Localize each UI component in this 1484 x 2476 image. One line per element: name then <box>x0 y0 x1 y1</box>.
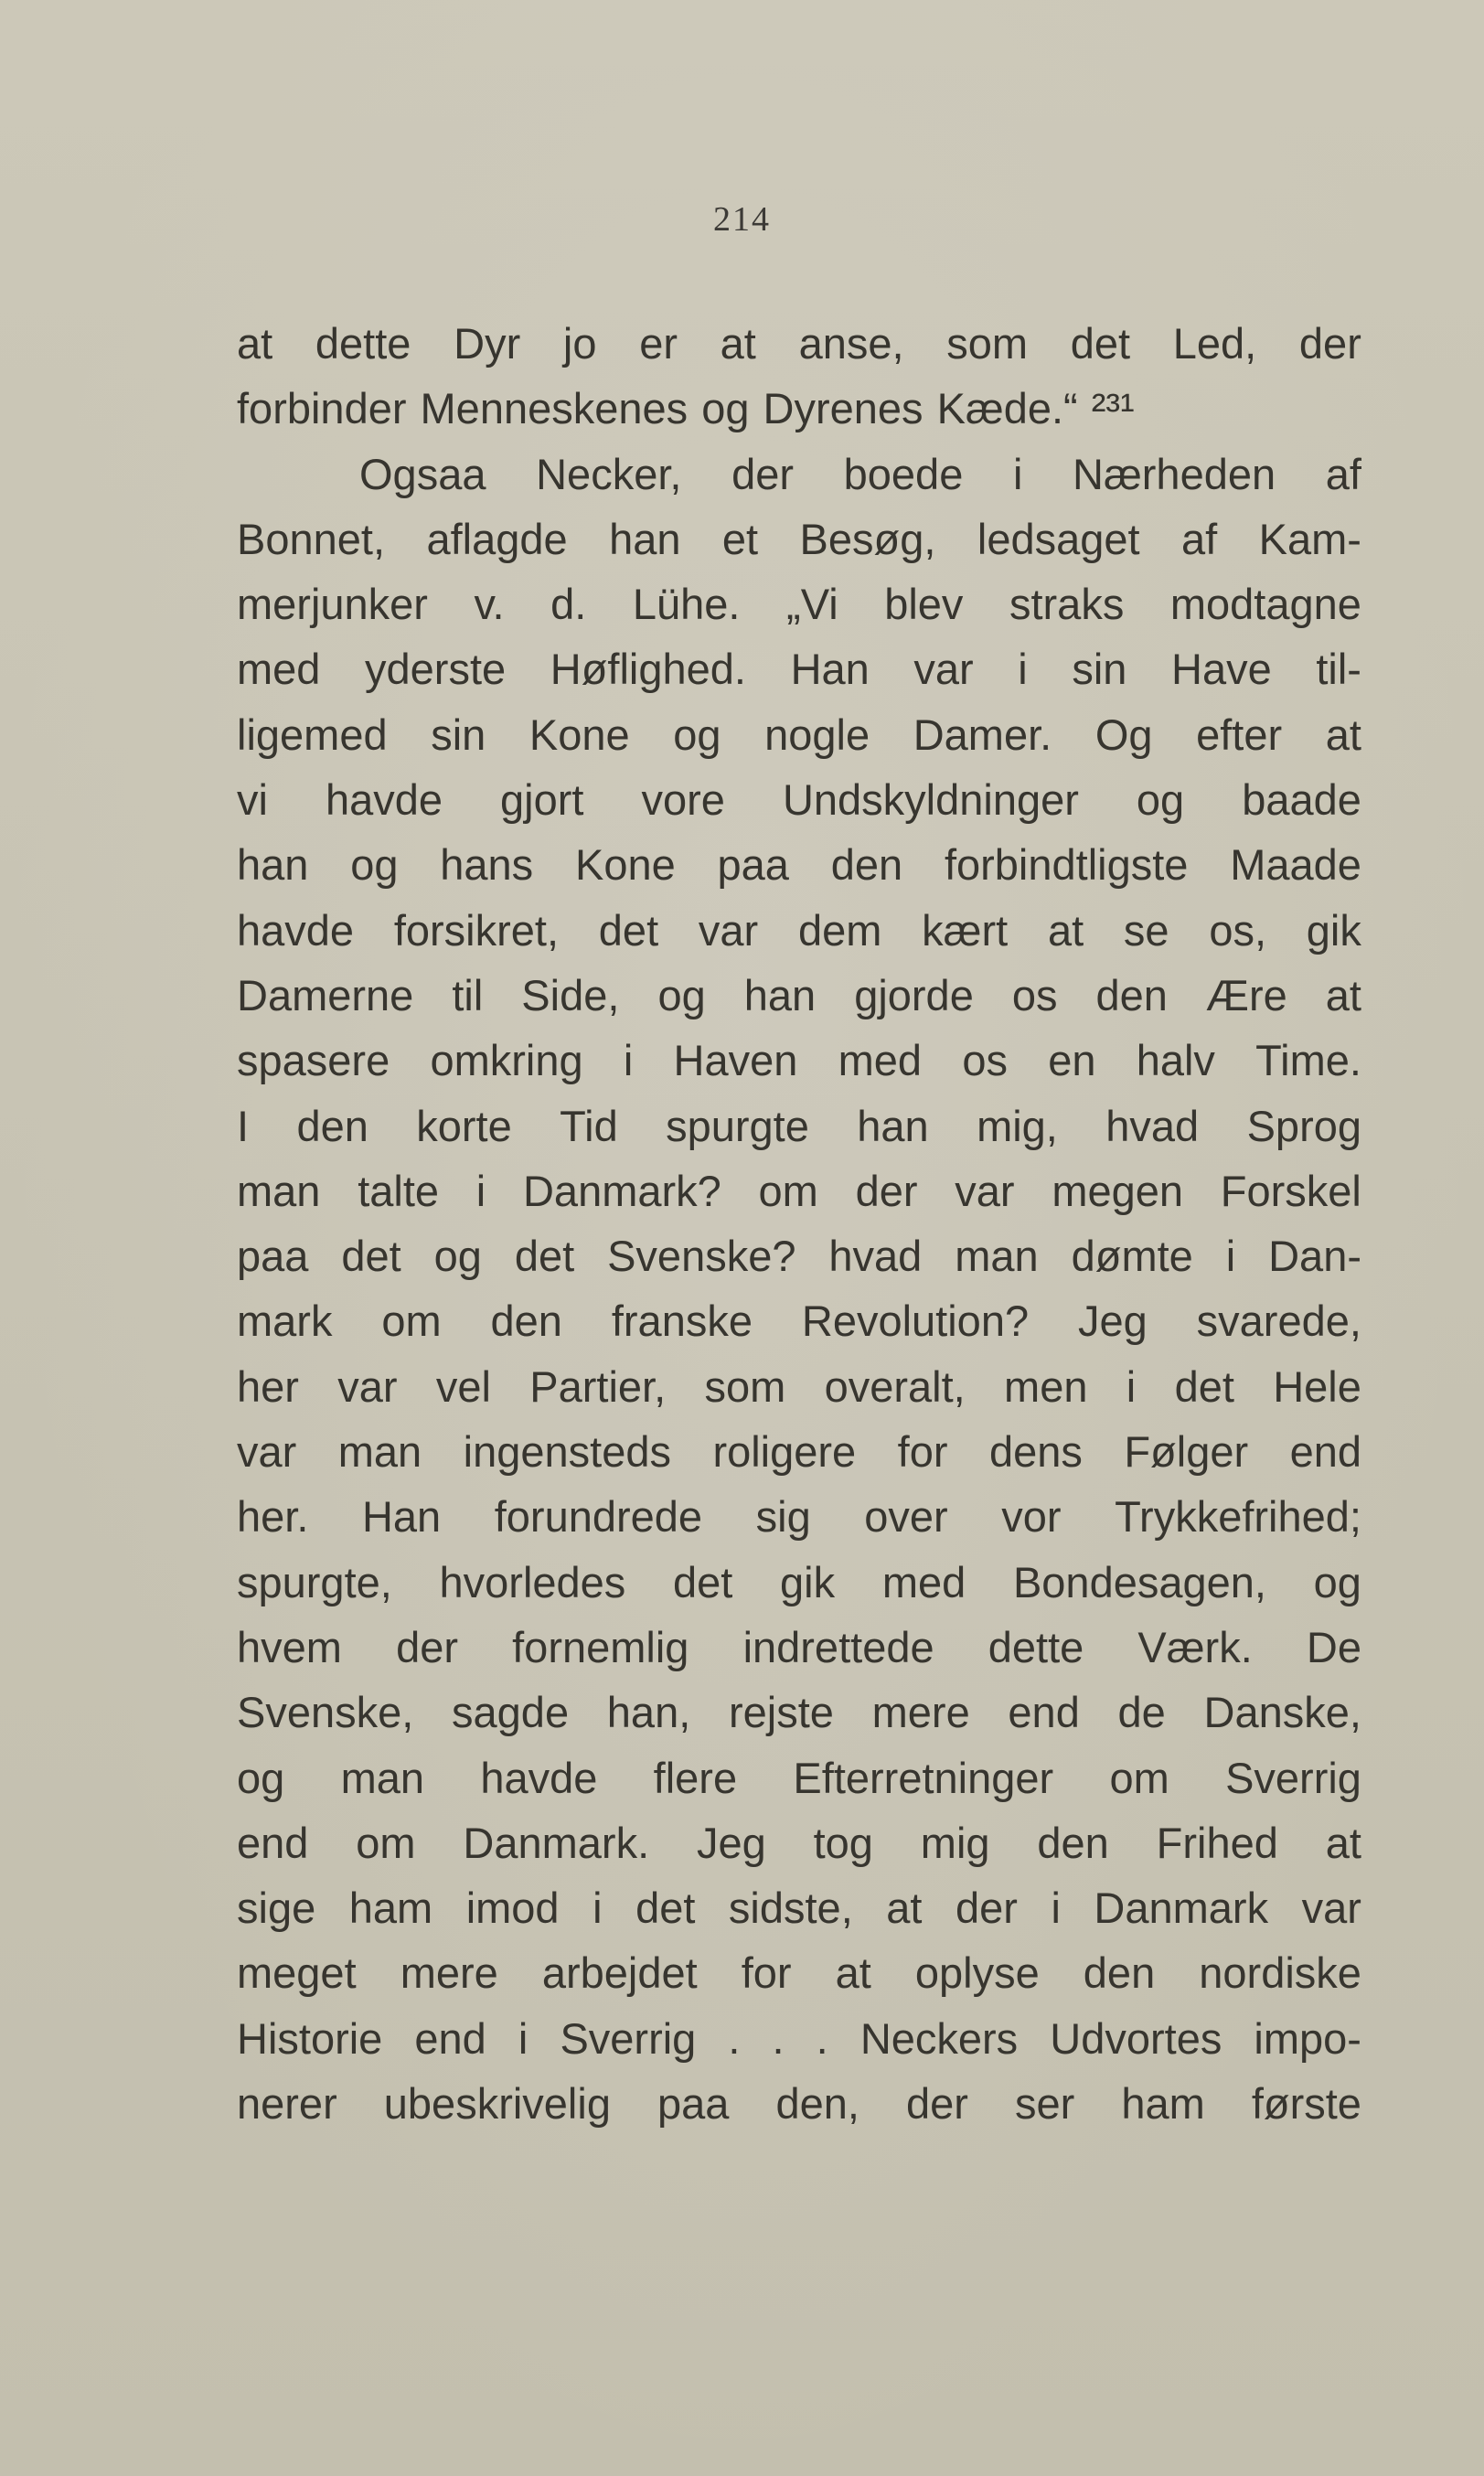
text-line <box>237 1484 1361 1549</box>
word: her <box>237 1361 299 1411</box>
word: ham <box>1121 2079 1205 2129</box>
word: Kone <box>528 710 630 759</box>
word: var <box>237 1427 297 1477</box>
text-line <box>237 1745 1361 1810</box>
word: og <box>350 840 399 890</box>
word: Lühe. <box>632 580 741 629</box>
word: efter <box>1196 710 1283 759</box>
text-line <box>237 1223 1361 1288</box>
word: Hele <box>1273 1361 1361 1411</box>
word: Jeg <box>696 1818 766 1867</box>
word: i <box>593 1884 603 1933</box>
word: at <box>237 319 273 368</box>
word: Bonnet, <box>237 514 386 563</box>
text-line <box>237 1940 1361 2005</box>
word: omkring <box>430 1036 583 1085</box>
text-line <box>237 1550 1361 1615</box>
word: havde <box>480 1753 598 1802</box>
word: der <box>396 1622 458 1671</box>
word: som <box>946 319 1029 368</box>
word: i <box>1126 1361 1137 1411</box>
word: der <box>1298 319 1361 368</box>
word: forbindtligste <box>944 840 1189 890</box>
word: Danmark? <box>522 1166 721 1215</box>
word: forundrede <box>494 1492 703 1542</box>
word: tog <box>813 1818 873 1867</box>
word: det <box>341 1232 401 1281</box>
text-line <box>237 898 1361 963</box>
word: paa <box>237 1232 309 1281</box>
text-line <box>237 702 1361 767</box>
word: se <box>1123 905 1169 955</box>
word: den <box>296 1101 368 1150</box>
word: er <box>639 319 678 368</box>
word: os, <box>1209 905 1267 955</box>
word: modtagne <box>1169 580 1361 629</box>
word: halv <box>1136 1036 1215 1085</box>
word: Sverrig <box>560 2013 697 2063</box>
word: Ogsaa <box>359 449 486 498</box>
text-line <box>237 1875 1361 1940</box>
word: Menneskenes <box>420 384 689 433</box>
word: dens <box>988 1427 1083 1477</box>
word: svarede, <box>1196 1297 1361 1346</box>
text-line <box>237 1094 1361 1158</box>
word: han <box>609 514 681 563</box>
word: rejste <box>728 1688 834 1737</box>
word: Udvortes <box>1050 2013 1222 2063</box>
word: dette <box>988 1622 1084 1671</box>
word: paa <box>717 840 789 890</box>
text-line <box>237 1680 1361 1745</box>
word: . <box>772 2013 785 2063</box>
text-line <box>237 442 1361 507</box>
word: I <box>237 1101 250 1150</box>
word: Neckers <box>859 2013 1019 2063</box>
word: Dyr <box>454 319 521 368</box>
word: baade <box>1242 775 1361 825</box>
word: men <box>1004 1361 1088 1411</box>
word: os <box>1011 970 1058 1019</box>
word: havde <box>325 775 443 825</box>
word: med <box>838 1036 923 1085</box>
word: jo <box>562 319 597 368</box>
word: ²³¹ <box>1091 384 1135 433</box>
text-line <box>237 1615 1361 1680</box>
word: om <box>1109 1753 1169 1802</box>
word: Bondesagen, <box>1012 1557 1266 1606</box>
word: der <box>855 1166 918 1215</box>
word: Danske, <box>1203 1688 1361 1737</box>
word: Haven <box>673 1036 798 1085</box>
word: straks <box>1009 580 1125 629</box>
word: Kone <box>574 840 676 890</box>
word: flere <box>653 1753 738 1802</box>
word: . <box>816 2013 828 2063</box>
word: anse, <box>798 319 904 368</box>
word: over <box>864 1492 948 1542</box>
word: fornemlig <box>512 1622 689 1671</box>
word: arbejdet <box>541 1948 698 1998</box>
word: et <box>721 514 759 563</box>
word: i <box>518 2013 528 2063</box>
word: Damer. <box>913 710 1052 759</box>
word: ledsaget <box>977 514 1140 563</box>
word: nerer <box>237 2079 337 2129</box>
word: Revolution? <box>801 1297 1030 1346</box>
text-line <box>237 1028 1361 1093</box>
word: merjunker <box>237 580 428 629</box>
word: oplyse <box>914 1948 1040 1998</box>
word: i <box>623 1036 634 1085</box>
word: det <box>1174 1361 1234 1411</box>
word: Jeg <box>1077 1297 1148 1346</box>
word: var <box>1301 1884 1361 1933</box>
word: sin <box>1072 645 1127 694</box>
word: og <box>433 1232 482 1281</box>
text-line <box>237 571 1361 636</box>
word: Sprog <box>1246 1101 1361 1150</box>
word: der <box>906 2079 968 2129</box>
word: mig, <box>977 1101 1058 1150</box>
word: hvad <box>828 1232 923 1281</box>
word: blev <box>884 580 964 629</box>
word: som <box>704 1361 786 1411</box>
word: man <box>237 1166 321 1215</box>
word: Svenske, <box>237 1688 414 1737</box>
word: af <box>1181 514 1218 563</box>
word: gjorde <box>854 970 974 1019</box>
word: nordiske <box>1199 1948 1361 1998</box>
text-line <box>237 311 1361 376</box>
word: Kæde.“ <box>936 384 1078 433</box>
word: Ære <box>1205 970 1287 1019</box>
word: yderste <box>365 645 507 694</box>
word: vore <box>641 775 725 825</box>
word: ubeskrivelig <box>383 2079 611 2129</box>
word: om <box>356 1818 416 1867</box>
word: det <box>514 1232 575 1281</box>
word: spurgte <box>666 1101 809 1150</box>
text-line <box>237 2006 1361 2071</box>
word: end <box>414 2013 486 2063</box>
word: Kam- <box>1258 514 1361 563</box>
word: Dan- <box>1268 1232 1361 1281</box>
word: og <box>237 1753 285 1802</box>
word: hans <box>440 840 534 890</box>
word: Følger <box>1124 1427 1249 1477</box>
text-line <box>237 507 1361 571</box>
word: og <box>673 710 721 759</box>
word: roligere <box>712 1427 857 1477</box>
word: og <box>1136 775 1185 825</box>
word: havde <box>237 905 355 955</box>
word: om <box>758 1166 818 1215</box>
word: Time. <box>1255 1036 1361 1085</box>
word: den <box>490 1297 562 1346</box>
word: at <box>886 1884 923 1933</box>
word: Værk. <box>1137 1622 1253 1671</box>
word: nogle <box>764 710 870 759</box>
word: dette <box>315 319 411 368</box>
word: der <box>956 1884 1018 1933</box>
word: første <box>1251 2079 1361 2129</box>
word: var <box>698 905 759 955</box>
word: ham <box>348 1884 433 1933</box>
word: mere <box>871 1688 970 1737</box>
word: Dyrenes <box>763 384 923 433</box>
word: en <box>1048 1036 1096 1085</box>
word: man <box>955 1232 1039 1281</box>
word: forsikret, <box>393 905 560 955</box>
word: end <box>237 1818 309 1867</box>
word: Han <box>361 1492 442 1542</box>
word: Danmark. <box>463 1818 650 1867</box>
word: den <box>830 840 903 890</box>
word: i <box>475 1166 486 1215</box>
word: han <box>743 970 817 1019</box>
word: den <box>1037 1818 1109 1867</box>
word: i <box>1018 645 1028 694</box>
word: med <box>237 645 321 694</box>
word: Tid <box>560 1101 618 1150</box>
word: de <box>1117 1688 1166 1737</box>
text-line <box>237 767 1361 832</box>
word: imod <box>465 1884 560 1933</box>
word: Sverrig <box>1225 1753 1361 1802</box>
word: her. <box>237 1492 309 1542</box>
word: v. <box>474 580 505 629</box>
word: sin <box>431 710 486 759</box>
word: til- <box>1316 645 1361 694</box>
word: vor <box>1001 1492 1062 1542</box>
word: det <box>1070 319 1131 368</box>
word: kært <box>922 905 1009 955</box>
word: talte <box>358 1166 440 1215</box>
word: han <box>237 840 309 890</box>
word: Necker, <box>536 449 682 498</box>
word: at <box>1047 905 1084 955</box>
word: end <box>1289 1427 1361 1477</box>
word: den <box>1095 970 1168 1019</box>
word: Historie <box>237 2013 383 2063</box>
word: i <box>1051 1884 1061 1933</box>
word: paa <box>657 2079 730 2129</box>
word: boede <box>843 449 964 498</box>
word: sagde <box>452 1688 570 1737</box>
text-line <box>237 963 1361 1028</box>
word: for <box>741 1948 792 1998</box>
word: at <box>835 1948 871 1998</box>
word: sige <box>237 1884 316 1933</box>
text-line <box>237 1810 1361 1875</box>
word: og <box>701 384 750 433</box>
word: Led, <box>1172 319 1257 368</box>
word: Side, <box>521 970 620 1019</box>
word: os <box>962 1036 1008 1085</box>
word: mere <box>400 1948 498 1998</box>
word: var <box>955 1166 1015 1215</box>
word: om <box>381 1297 442 1346</box>
text-line <box>237 1158 1361 1223</box>
word: overalt, <box>824 1361 966 1411</box>
word: hvorledes <box>439 1557 626 1606</box>
word: vel <box>435 1361 491 1411</box>
word: mig <box>920 1818 990 1867</box>
word: impo- <box>1254 2013 1361 2063</box>
word: ligemed <box>237 710 388 759</box>
word: korte <box>416 1101 512 1150</box>
word: „Vi <box>786 580 838 629</box>
word: Svenske? <box>607 1232 796 1281</box>
word: til <box>452 970 484 1019</box>
word: ser <box>1015 2079 1075 2129</box>
word: vi <box>237 775 268 825</box>
word: Og <box>1094 710 1153 759</box>
word: Partier, <box>529 1361 667 1411</box>
word: megen <box>1052 1166 1184 1215</box>
word: hvem <box>237 1622 342 1671</box>
word: spurgte, <box>237 1557 392 1606</box>
word: Undskyldninger <box>782 775 1079 825</box>
word: Damerne <box>237 970 414 1019</box>
word: han <box>857 1101 929 1150</box>
text-line <box>237 376 1361 441</box>
word: for <box>897 1427 948 1477</box>
word: der <box>731 449 795 498</box>
word: at <box>1325 970 1361 1019</box>
word: forbinder <box>237 384 407 433</box>
word: den <box>1083 1948 1156 1998</box>
word: dem <box>797 905 882 955</box>
word: franske <box>611 1297 753 1346</box>
text-line <box>237 1288 1361 1353</box>
word: Nærheden <box>1073 449 1276 498</box>
word: hvad <box>1105 1101 1200 1150</box>
word: og <box>1313 1557 1361 1606</box>
word: ingensteds <box>463 1427 671 1477</box>
word: det <box>598 905 659 955</box>
text-line <box>237 1419 1361 1484</box>
word: og <box>657 970 706 1019</box>
word: sig <box>755 1492 811 1542</box>
word: spasere <box>237 1036 390 1085</box>
word: aflagde <box>426 514 568 563</box>
word: gjort <box>500 775 584 825</box>
word: Frihed <box>1156 1818 1278 1867</box>
word: den, <box>775 2079 859 2129</box>
word: Have <box>1171 645 1272 694</box>
text-line <box>237 636 1361 701</box>
word: meget <box>237 1948 357 1998</box>
text-line <box>237 832 1361 897</box>
word: at <box>1325 710 1361 759</box>
word: end <box>1008 1688 1080 1737</box>
word: i <box>1012 449 1023 498</box>
word: Høflighed. <box>550 645 746 694</box>
word: man <box>340 1753 425 1802</box>
word: dømte <box>1071 1232 1193 1281</box>
word: det <box>673 1557 733 1606</box>
word: Forskel <box>1220 1166 1361 1215</box>
word: af <box>1325 449 1361 498</box>
body-text <box>237 311 1361 2136</box>
word: det <box>635 1884 696 1933</box>
word: Besøg, <box>799 514 936 563</box>
word: at <box>1325 1818 1361 1867</box>
word: var <box>337 1361 398 1411</box>
word: at <box>720 319 756 368</box>
text-line <box>237 2071 1361 2136</box>
word: i <box>1225 1232 1236 1281</box>
word: var <box>913 645 974 694</box>
word: Maade <box>1230 840 1361 890</box>
word: mark <box>237 1297 333 1346</box>
word: . <box>728 2013 741 2063</box>
word: Trykkefrihed; <box>1115 1492 1361 1542</box>
word: d. <box>550 580 587 629</box>
word: man <box>337 1427 422 1477</box>
word: indrettede <box>742 1622 934 1671</box>
word: Efterretninger <box>793 1753 1054 1802</box>
word: han, <box>606 1688 691 1737</box>
word: gik <box>780 1557 836 1606</box>
word: De <box>1306 1622 1361 1671</box>
page-number: 214 <box>713 200 771 239</box>
word: gik <box>1306 905 1361 955</box>
word: sidste, <box>728 1884 853 1933</box>
text-line <box>237 1354 1361 1419</box>
word: Danmark <box>1094 1884 1269 1933</box>
word: Han <box>790 645 870 694</box>
word: med <box>881 1557 966 1606</box>
